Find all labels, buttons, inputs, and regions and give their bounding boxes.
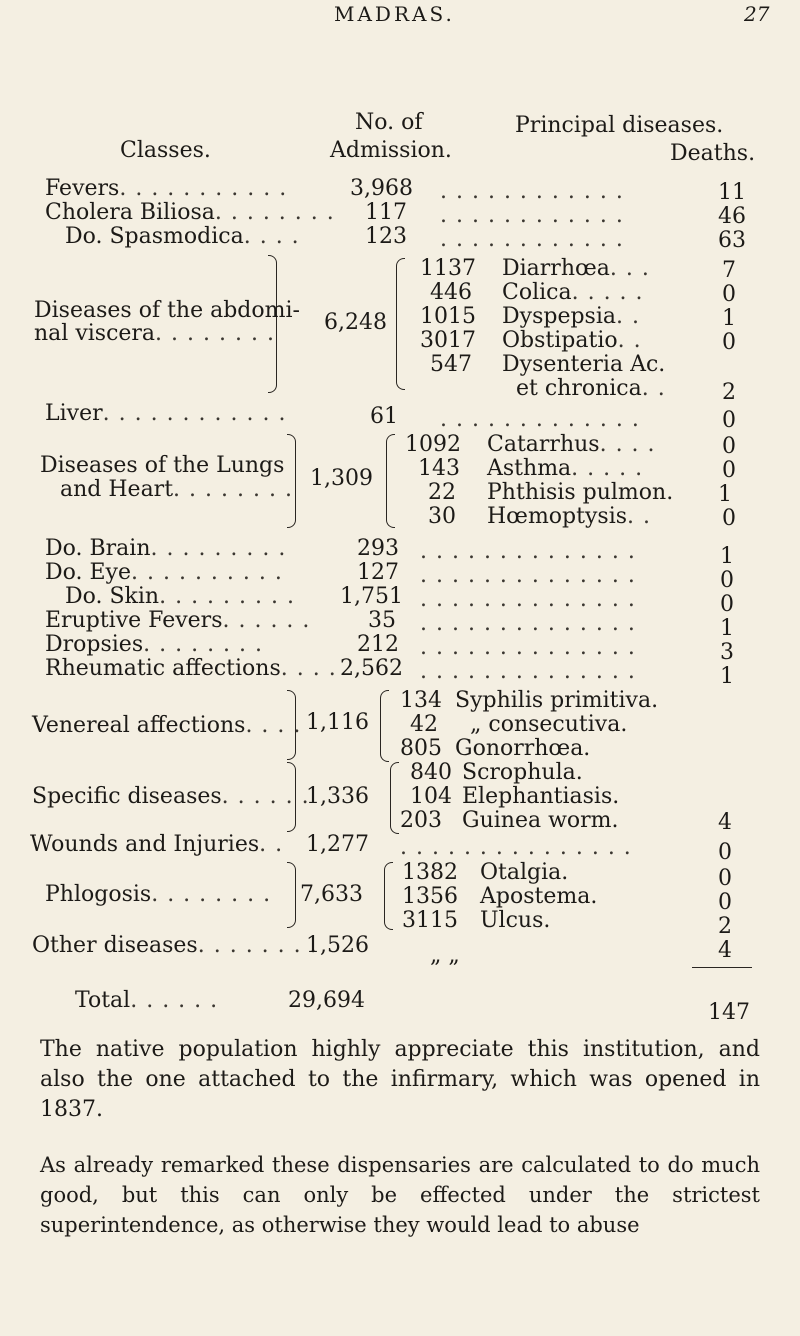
sub-disease: Phthisis pulmon. (487, 480, 674, 505)
sub-disease: Dysenteria Ac. (502, 352, 666, 377)
admission-value: 1,277 (306, 832, 369, 857)
admission-value: 1,309 (310, 466, 373, 491)
col-header-deaths: Deaths. (670, 141, 756, 166)
total-label: Total. . . . . . (75, 988, 219, 1013)
death-value: 1 (718, 482, 732, 507)
death-value: 0 (722, 434, 736, 459)
sub-count: 1382 (402, 860, 458, 885)
sub-count: 203 (400, 808, 442, 833)
death-value: 7 (722, 258, 736, 283)
sub-count: 446 (430, 280, 472, 305)
ditto-marks: „ „ (430, 943, 460, 968)
sub-count: 840 (410, 760, 452, 785)
class-label: Do. Skin. . . . . . . . . (65, 584, 295, 609)
class-label: Venereal affections. . . . (32, 713, 302, 738)
sub-count: 805 (400, 736, 442, 761)
sub-disease: Dyspepsia. . (502, 304, 640, 329)
class-label: Diseases of the Lungs (40, 453, 285, 478)
death-value: 0 (722, 458, 736, 483)
death-value: 0 (720, 568, 734, 593)
total-rule (692, 967, 752, 968)
death-value: 0 (718, 890, 732, 915)
sub-disease: Apostema. (480, 884, 598, 909)
admission-value: 61 (370, 404, 398, 429)
class-label: Phlogosis. . . . . . . . (45, 882, 272, 907)
admission-value: 117 (365, 200, 407, 225)
sub-count: 134 (400, 688, 442, 713)
sub-disease: Syphilis primitiva. (455, 688, 659, 713)
right-brace (287, 690, 296, 760)
sub-disease: Asthma. . . . . (487, 456, 644, 481)
class-label: Eruptive Fevers. . . . . . (45, 608, 311, 633)
death-value: 4 (718, 938, 732, 963)
class-label: Do. Brain. . . . . . . . . (45, 536, 287, 561)
col-header-classes: Classes. (120, 138, 211, 163)
sub-count: 22 (428, 480, 456, 505)
death-value: 0 (720, 592, 734, 617)
sub-disease: Elephantiasis. (462, 784, 620, 809)
sub-disease: Catarrhus. . . . (487, 432, 656, 457)
death-value: 0 (722, 506, 736, 531)
sub-disease: Obstipatio. . (502, 328, 642, 353)
page-number: 27 (744, 2, 770, 26)
left-brace (380, 690, 389, 762)
right-brace (287, 762, 296, 832)
admission-value: 123 (365, 224, 407, 249)
admission-value: 1,751 (340, 584, 403, 609)
class-label: Specific diseases. . . . . . (32, 784, 310, 809)
death-value: 63 (718, 228, 746, 253)
left-brace (390, 762, 399, 834)
death-value: 1 (722, 306, 736, 331)
admission-value: 1,116 (306, 710, 369, 735)
class-label: and Heart. . . . . . . . (60, 477, 293, 502)
left-brace (384, 862, 393, 930)
death-value: 0 (722, 330, 736, 355)
sub-disease: et chronica. . (516, 376, 666, 401)
class-label: Liver. . . . . . . . . . . . (45, 401, 287, 426)
sub-disease: Otalgia. (480, 860, 569, 885)
death-value: 2 (718, 914, 732, 939)
right-brace (287, 862, 296, 928)
admission-value: 2,562 (340, 656, 403, 681)
sub-count: 1137 (420, 256, 476, 281)
admission-value: 1,336 (306, 784, 369, 809)
admission-value: 3,968 (350, 176, 413, 201)
sub-count: 1092 (405, 432, 461, 457)
total-admission: 29,694 (288, 988, 365, 1013)
sub-disease: Scrophula. (462, 760, 583, 785)
death-value: 3 (720, 640, 734, 665)
admission-value: 7,633 (300, 882, 363, 907)
admission-value: 212 (357, 632, 399, 657)
body-paragraph: The native population highly appreciate this institution, and also the one attached to the infirmary, which was opened in 1837. (40, 1037, 760, 1122)
death-value: 0 (718, 840, 732, 865)
death-value: 1 (720, 544, 734, 569)
admission-value: 293 (357, 536, 399, 561)
class-label: Do. Spasmodica. . . . (65, 224, 300, 249)
death-value: 4 (718, 810, 732, 835)
sub-disease: Guinea worm. (462, 808, 619, 833)
left-brace (386, 434, 395, 528)
sub-disease: Colica. . . . . (502, 280, 644, 305)
sub-count: 3017 (420, 328, 476, 353)
left-brace (396, 258, 405, 390)
class-label: Wounds and Injuries. . (30, 832, 284, 857)
class-label: Fevers. . . . . . . . . . . (45, 176, 288, 201)
sub-disease: „ consecutiva. (470, 712, 628, 737)
admission-value: 127 (357, 560, 399, 585)
sub-disease: Hœmoptysis. . (487, 504, 651, 529)
death-value: 1 (720, 616, 734, 641)
death-value: 0 (722, 282, 736, 307)
death-value: 2 (722, 380, 736, 405)
class-label: Diseases of the abdomi- (34, 298, 300, 323)
class-label: Other diseases. . . . . . . . (32, 933, 318, 958)
col-header-no-of: No. of (355, 110, 423, 135)
admission-value: 1,526 (306, 933, 369, 958)
class-label: Dropsies. . . . . . . . (45, 632, 264, 657)
sub-count: 1015 (420, 304, 476, 329)
admission-value: 35 (368, 608, 396, 633)
sub-count: 143 (418, 456, 460, 481)
class-label: nal viscera. . . . . . . . (34, 321, 275, 346)
death-value: 0 (718, 866, 732, 891)
running-title: MADRAS. (334, 2, 455, 26)
sub-count: 3115 (402, 908, 458, 933)
death-value: 1 (720, 664, 734, 689)
sub-count: 104 (410, 784, 452, 809)
sub-disease: Gonorrhœa. (455, 736, 591, 761)
sub-count: 547 (430, 352, 472, 377)
sub-disease: Diarrhœa. . . (502, 256, 650, 281)
sub-count: 30 (428, 504, 456, 529)
col-header-principal: Principal diseases. (515, 113, 724, 138)
total-deaths: 147 (708, 1000, 750, 1025)
col-header-admission: Admission. (330, 138, 452, 163)
sub-disease: Ulcus. (480, 908, 551, 933)
death-value: 0 (722, 408, 736, 433)
death-value: 46 (718, 204, 746, 229)
sub-count: 42 (410, 712, 438, 737)
class-label: Do. Eye. . . . . . . . . . (45, 560, 283, 585)
class-label: Rheumatic affections. . . . (45, 656, 337, 681)
body-paragraph: As already remarked these dispensaries are calculated to do much good, but this can only be effected under the strictest superintendence, as otherwise they would lead to abuse (40, 1153, 760, 1237)
sub-count: 1356 (402, 884, 458, 909)
class-label: Cholera Biliosa. . . . . . . . (45, 200, 335, 225)
admission-value: 6,248 (324, 310, 387, 335)
death-value: 11 (718, 180, 746, 205)
